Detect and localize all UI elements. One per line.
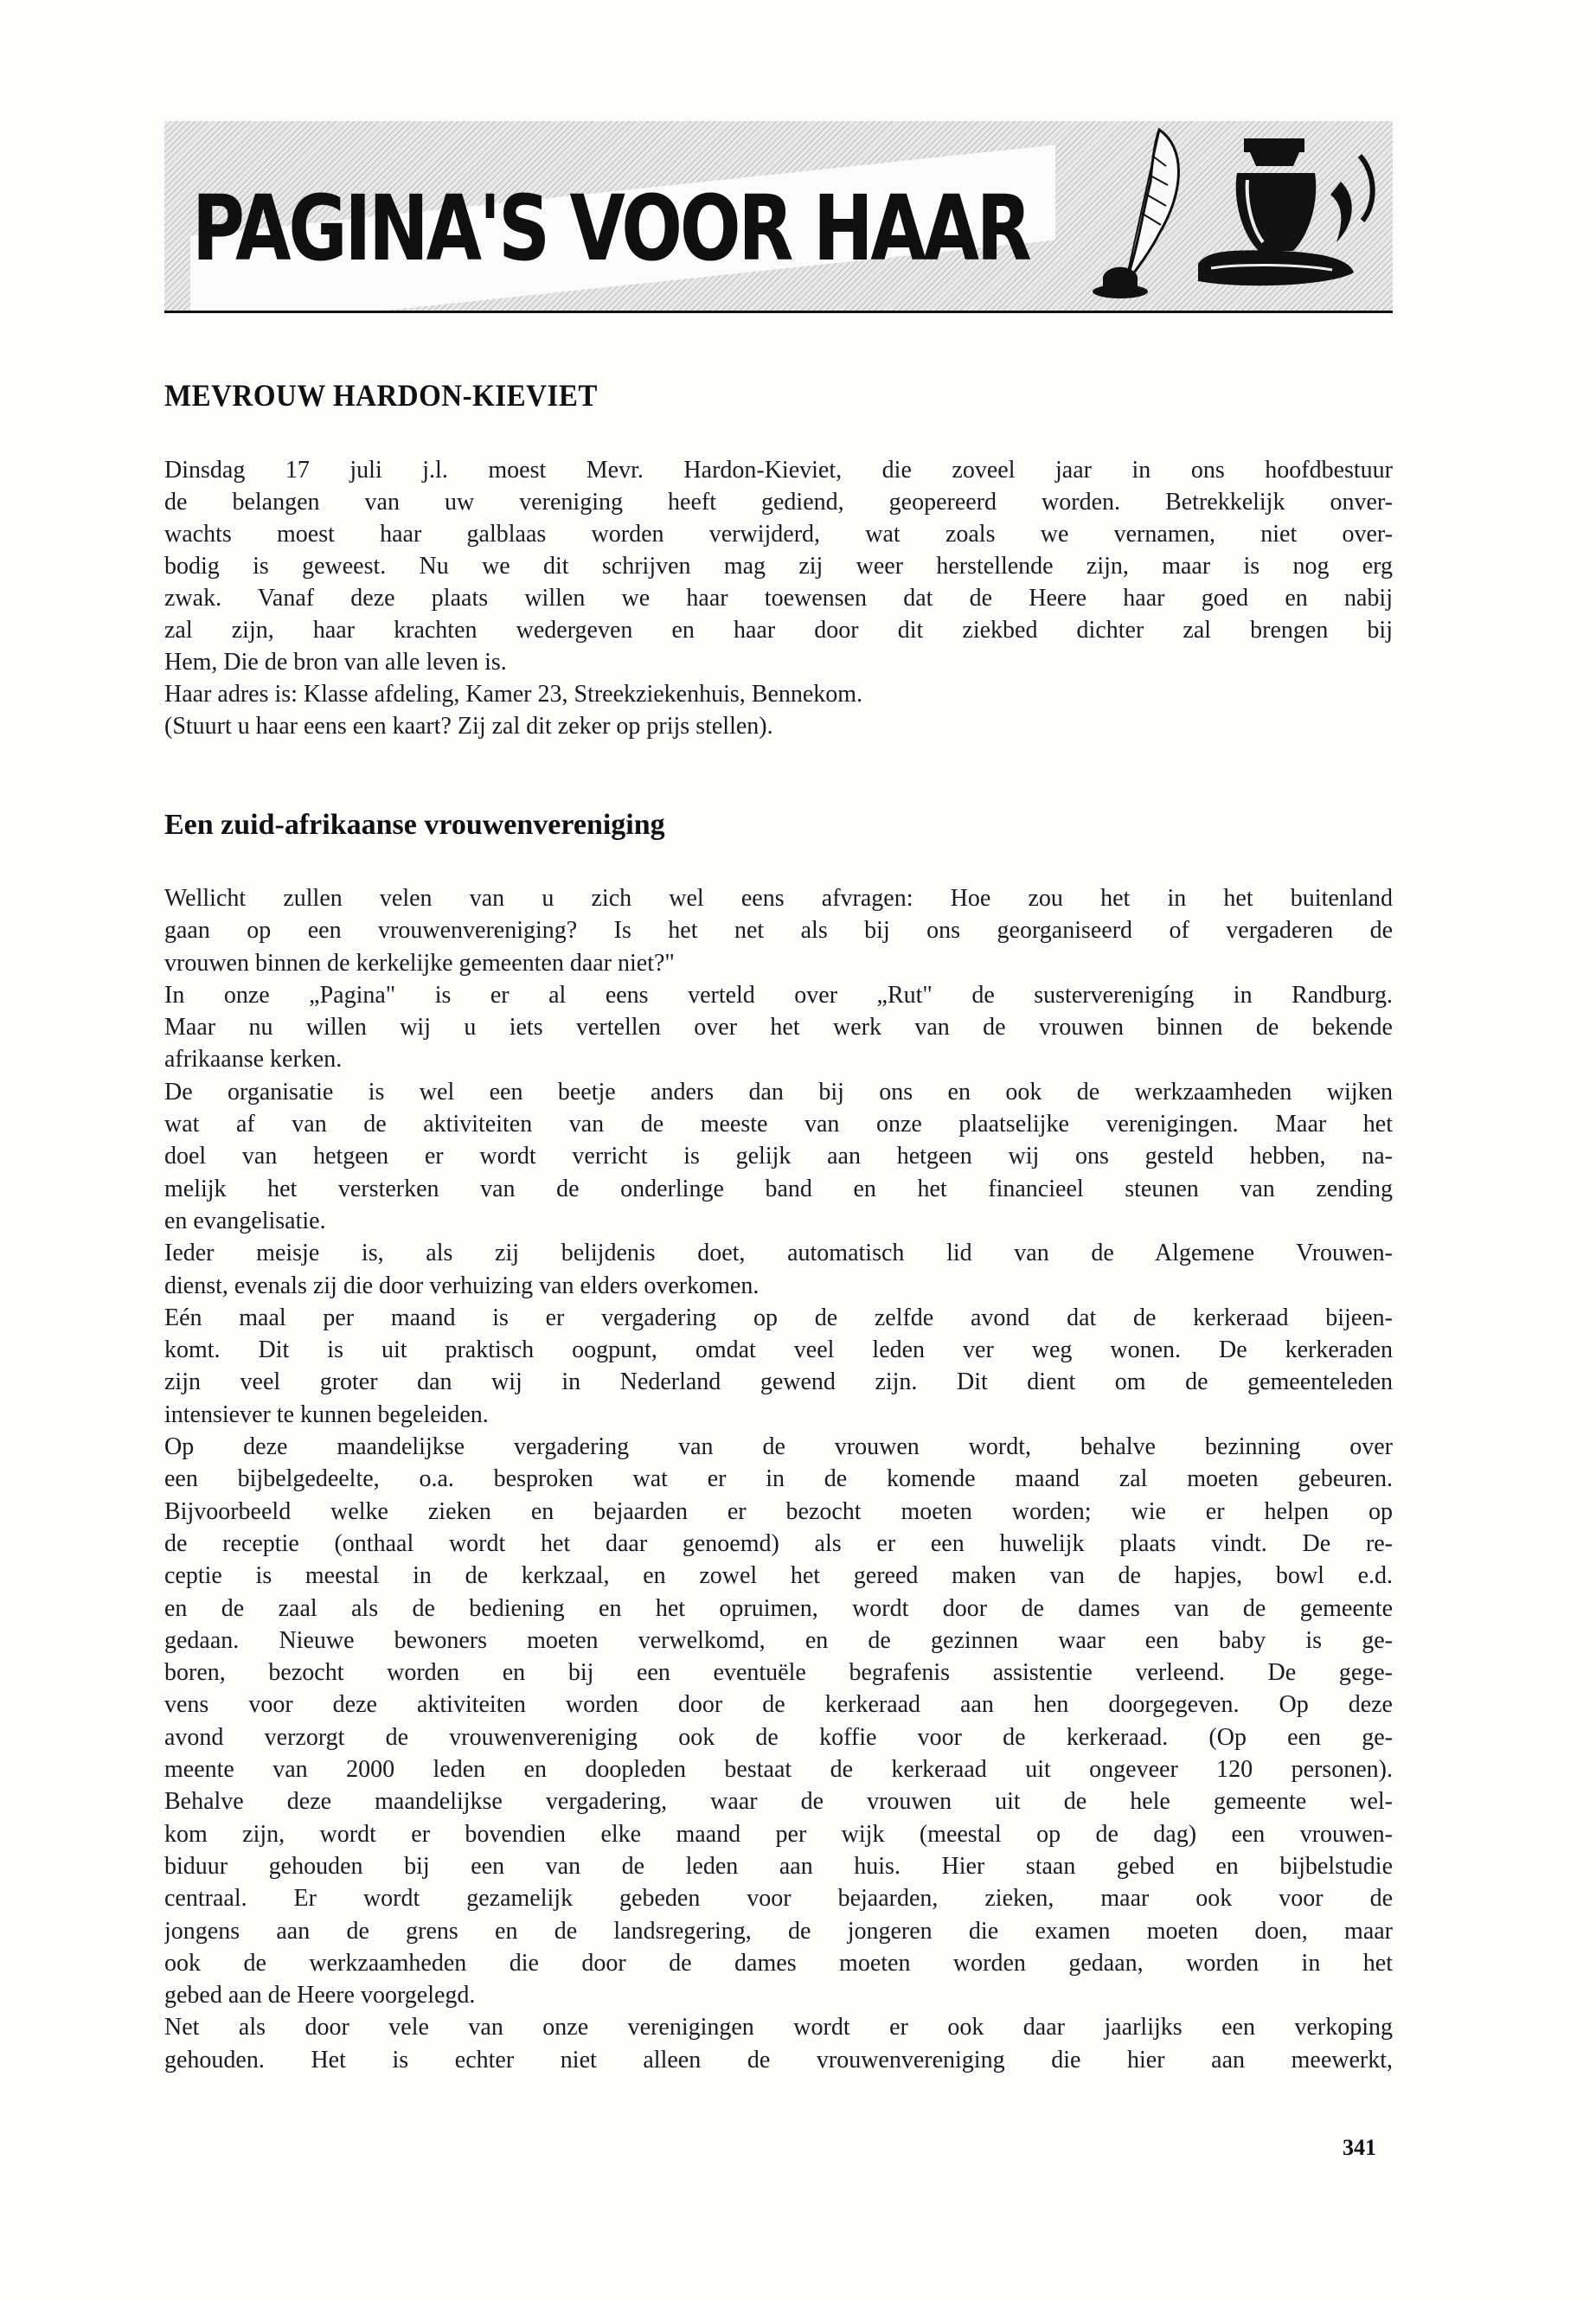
text-line: bodig is geweest. Nu we dit schrijven mag zij weer herstellende zijn, maar is nog erg bbox=[164, 553, 1393, 580]
text-line: melijk het versterken van de onderlinge band en het financieel steunen van zending bbox=[164, 1175, 1393, 1202]
text-line: zal zijn, haar krachten wedergeven en haar door dit ziekbed dichter zal brengen bij bbox=[164, 617, 1393, 644]
text-line: vrouwen binnen de kerkelijke gemeenten daar niet?" bbox=[164, 949, 675, 977]
text-line: Ieder meisje is, als zij belijdenis doet, automatisch lid van de Algemene Vrouwen- bbox=[164, 1240, 1393, 1267]
text-line: Net als door vele van onze verenigingen wordt er ook daar jaarlijks een verkoping bbox=[164, 2014, 1393, 2041]
text-line: centraal. Er wordt gezamelijk gebeden voor bejaarden, zieken, maar ook voor de bbox=[164, 1885, 1393, 1913]
section-body-vrouwenvereniging bbox=[164, 882, 1393, 2076]
text-line: Hem, Die de bron van alle leven is. bbox=[164, 649, 507, 676]
text-line: Bijvoorbeeld welke zieken en bejaarden er bezocht moeten worden; wie er helpen op bbox=[164, 1497, 1393, 1525]
text-line: dienst, evenals zij die door verhuizing van elders overkomen. bbox=[164, 1272, 760, 1299]
text-line: (Stuurt u haar eens een kaart? Zij zal dit zeker op prijs stellen). bbox=[164, 713, 773, 740]
text-line: doel van hetgeen er wordt verricht is gelijk aan hetgeen wij ons gesteld hebben, na- bbox=[164, 1143, 1393, 1170]
text-line: gehouden. Het is echter niet alleen de vrouwenvereniging die hier aan meewerkt, bbox=[164, 2046, 1393, 2073]
text-line: jongens aan de grens en de landsregering, de jongeren die examen moeten doen, maar bbox=[164, 1917, 1393, 1945]
section-body-hardon-kieviet bbox=[164, 454, 1393, 742]
text-line: gedaan. Nieuwe bewoners moeten verwelkomd, en de gezinnen waar een baby is ge- bbox=[164, 1626, 1393, 1654]
text-line: De organisatie is wel een beetje anders dan bij ons en ook de werkzaamheden wijken bbox=[164, 1078, 1393, 1106]
text-line: Dinsdag 17 juli j.l. moest Mevr. Hardon-Kieviet, die zoveel jaar in ons hoofdbestuur bbox=[164, 457, 1393, 484]
text-line: komt. Dit is uit praktisch oogpunt, omdat veel leden ver weg wonen. De kerkeraden bbox=[164, 1336, 1393, 1364]
text-line: Haar adres is: Klasse afdeling, Kamer 23, Streekziekenhuis, Bennekom. bbox=[164, 681, 863, 708]
text-line: In onze „Pagina" is er al eens verteld over „Rut" de susterverenigíng in Randburg. bbox=[164, 981, 1393, 1009]
text-line: afrikaanse kerken. bbox=[164, 1046, 343, 1074]
text-line: meente van 2000 leden en doopleden bestaat de kerkeraad uit ongeveer 120 personen). bbox=[164, 1756, 1393, 1784]
section-heading-vrouwenvereniging: Een zuid-afrikaanse vrouwenvereniging bbox=[164, 809, 665, 841]
text-line: en de zaal als de bediening en het opruimen, wordt door de dames van de gemeente bbox=[164, 1594, 1393, 1622]
oil-lamp-icon bbox=[1198, 138, 1373, 285]
text-line: Maar nu willen wij u iets vertellen over het werk van de vrouwen binnen de bekende bbox=[164, 1014, 1393, 1042]
quill-icon bbox=[1093, 130, 1179, 298]
text-line: ceptie is meestal in de kerkzaal, en zowel het gereed maken van de hapjes, bowl e.d. bbox=[164, 1562, 1393, 1590]
text-line: Behalve deze maandelijkse vergadering, waar de vrouwen uit de hele gemeente wel- bbox=[164, 1788, 1393, 1816]
text-line: vens voor deze aktiviteiten worden door de kerkeraad aan hen doorgegeven. Op deze bbox=[164, 1691, 1393, 1719]
text-line: en evangelisatie. bbox=[164, 1207, 326, 1234]
text-line: de belangen van uw vereniging heeft gediend, geopereerd worden. Betrekkelijk onver- bbox=[164, 489, 1393, 516]
section-heading-hardon-kieviet: MEVROUW HARDON-KIEVIET bbox=[164, 379, 598, 413]
text-line: Op deze maandelijkse vergadering van de vrouwen wordt, behalve bezinning over bbox=[164, 1433, 1393, 1461]
text-line: intensiever te kunnen begeleiden. bbox=[164, 1400, 489, 1428]
text-line: wachts moest haar galblaas worden verwijderd, wat zoals we vernamen, niet over- bbox=[164, 521, 1393, 548]
text-line: de receptie (onthaal wordt het daar genoemd) als er een huwelijk plaats vindt. De re- bbox=[164, 1529, 1393, 1557]
text-line: ook de werkzaamheden die door de dames moeten worden gedaan, worden in het bbox=[164, 1949, 1393, 1977]
text-line: zwak. Vanaf deze plaats willen we haar toewensen dat de Heere haar goed en nabij bbox=[164, 585, 1393, 612]
text-line: biduur gehouden bij een van de leden aan huis. Hier staan gebed en bijbelstudie bbox=[164, 1852, 1393, 1880]
quill-and-lamp-illustration bbox=[1055, 121, 1393, 313]
header-banner bbox=[164, 121, 1393, 313]
text-line: zijn veel groter dan wij in Nederland gewend zijn. Dit dient om de gemeenteleden bbox=[164, 1368, 1393, 1396]
text-line: Wellicht zullen velen van u zich wel eens afvragen: Hoe zou het in het buitenland bbox=[164, 885, 1393, 912]
text-line: wat af van de aktiviteiten van de meeste van onze plaatselijke verenigingen. Maar het bbox=[164, 1111, 1393, 1138]
text-line: een bijbelgedeelte, o.a. besproken wat er in de komende maand zal moeten gebeuren. bbox=[164, 1465, 1393, 1493]
text-line: Eén maal per maand is er vergadering op de zelfde avond dat de kerkeraad bijeen- bbox=[164, 1304, 1393, 1331]
text-line: gebed aan de Heere voorgelegd. bbox=[164, 1982, 476, 2009]
text-line: gaan op een vrouwenvereniging? Is het net als bij ons georganiseerd of vergaderen de bbox=[164, 917, 1393, 945]
text-line: boren, bezocht worden en bij een eventuële begrafenis assistentie verleend. De gege- bbox=[164, 1659, 1393, 1687]
page-number: 341 bbox=[1343, 2135, 1376, 2160]
text-line: kom zijn, wordt er bovendien elke maand per wijk (meestal op de dag) een vrouwen- bbox=[164, 1820, 1393, 1848]
text-line: avond verzorgt de vrouwenvereniging ook de koffie voor de kerkeraad. (Op een ge- bbox=[164, 1723, 1393, 1751]
banner-title: PAGINA'S VOOR HAAR bbox=[192, 176, 1029, 281]
